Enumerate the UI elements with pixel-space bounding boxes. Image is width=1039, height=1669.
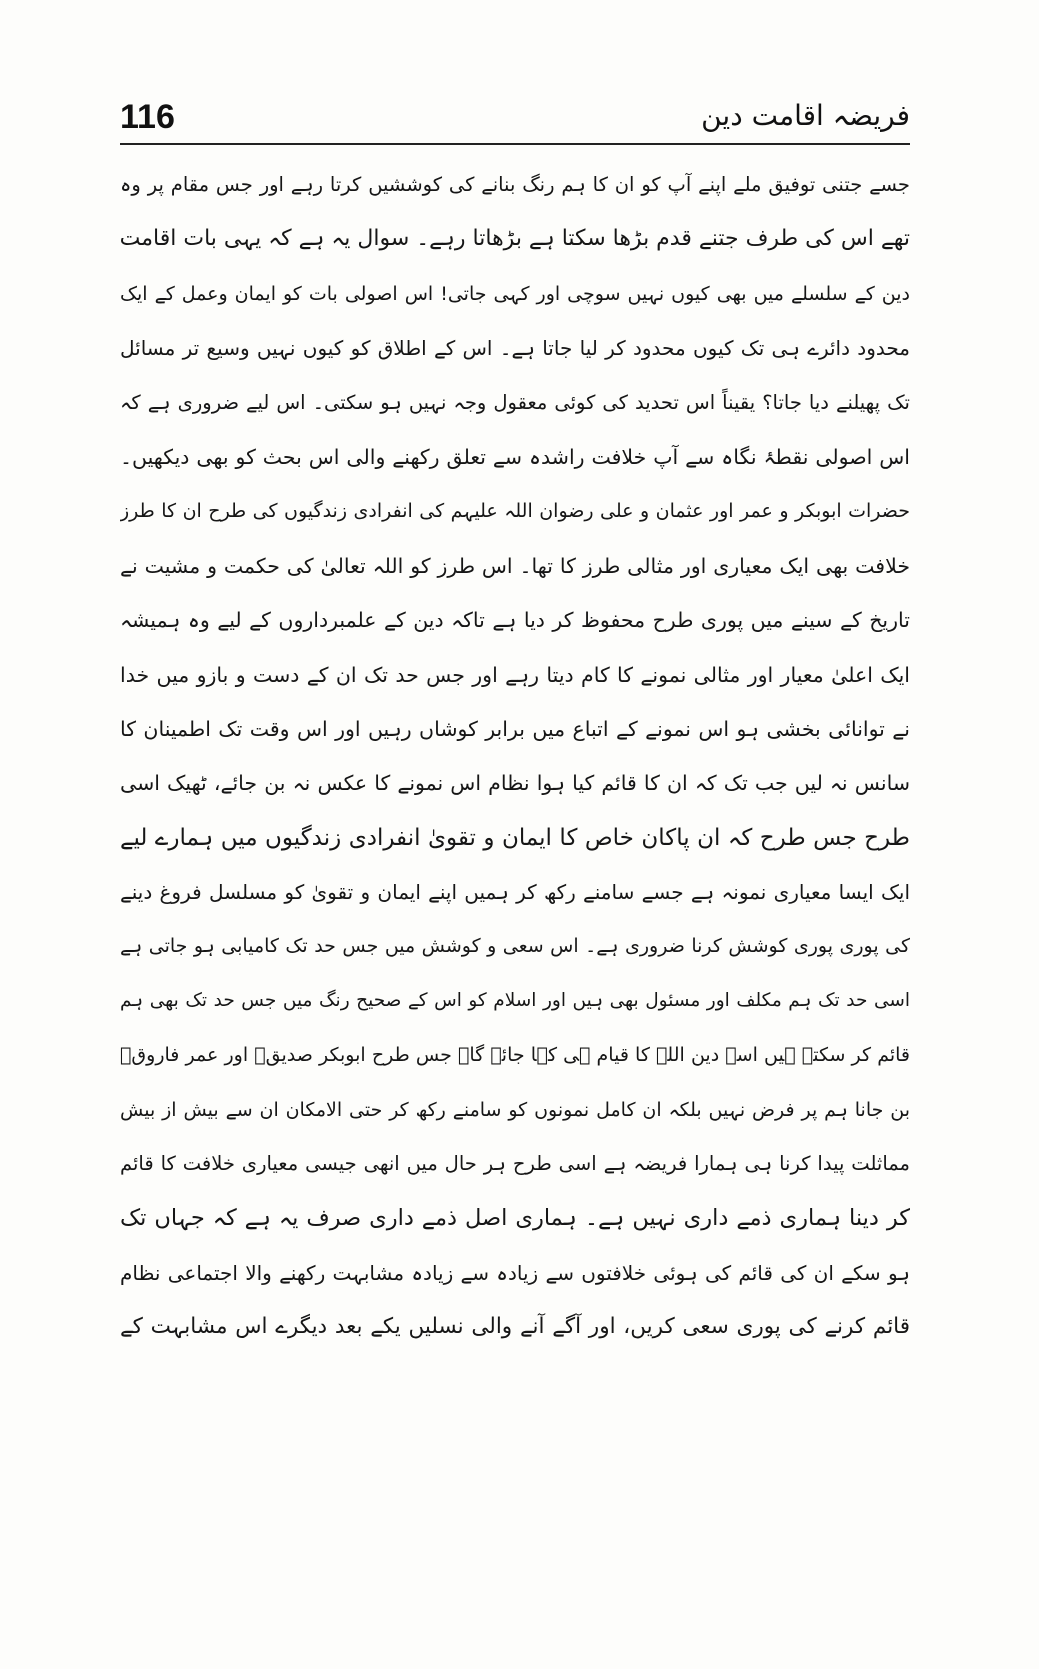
body-text xyxy=(120,158,910,1355)
text-line: طرح جس طرح کہ ان پاکان خاص کا ایمان و تقویٰ انفرادی زندگیوں میں ہمارے لیے xyxy=(120,824,910,851)
text-line: قائم کرنے کی پوری سعی کریں، اور آگے آنے والی نسلیں یکے بعد دیگرے اس مشابہت کے xyxy=(120,1314,910,1340)
text-line: خلافت بھی ایک معیاری اور مثالی طرز کا تھا۔ اس طرز کو اللہ تعالیٰ کی حکمت و مشیت نے xyxy=(120,553,910,578)
text-line: محدود دائرے ہی تک کیوں محدود کر لیا جاتا ہے۔ اس کے اطلاق کو کیوں نہیں وسیع تر مسائل xyxy=(120,336,910,361)
text-line: ایک ایسا معیاری نمونہ ہے جسے سامنے رکھ کر ہمیں اپنے ایمان و تقویٰ کو مسلسل فروغ دینے xyxy=(120,880,910,905)
text-line: ہو سکے ان کی قائم کی ہوئی خلافتوں سے زیادہ سے زیادہ مشابہت رکھنے والا اجتماعی نظام xyxy=(120,1260,910,1285)
text-line: تھے اس کی طرف جتنے قدم بڑھا سکتا ہے بڑھاتا رہے۔ سوال یہ ہے کہ یہی بات اقامت xyxy=(120,226,910,252)
text-line: نے توانائی بخشی ہو اس نمونے کے اتباع میں برابر کوشاں رہیں اور اس وقت تک اطمینان کا xyxy=(120,716,910,741)
text-line: ایک اعلیٰ معیار اور مثالی نمونے کا کام دیتا رہے اور جس حد تک ان کے دست و بازو میں خدا xyxy=(120,662,910,687)
text-line: جسے جتنی توفیق ملے اپنے آپ کو ان کا ہم رنگ بنانے کی کوششیں کرتا رہے اور جس مقام پر وہ xyxy=(120,173,910,196)
text-line: تاریخ کے سینے میں پوری طرح محفوظ کر دیا ہے تاکہ دین کے علمبرداروں کے لیے وہ ہمیشہ xyxy=(120,608,910,633)
text-line: قائم کر سکتے ہیں اسے دین اللہ کا قیام ہی کہا جائے گا۔ جس طرح ابوبکر صدیقؓ اور عمر فاروقؓ xyxy=(120,1044,910,1067)
text-line: بن جانا ہم پر فرض نہیں بلکہ ان کامل نمونوں کو سامنے رکھ کر حتی الامکان ان سے بیش از بیش xyxy=(120,1098,910,1121)
text-line: تک پھیلنے دیا جاتا؟ یقیناً اس تحدید کی کوئی معقول وجہ نہیں ہو سکتی۔ اس لیے ضروری ہے کہ xyxy=(120,390,910,414)
book-title: فریضہ اقامت دین xyxy=(701,99,910,132)
text-line: اس اصولی نقطۂ نگاہ سے آپ خلافت راشدہ سے تعلق رکھنے والی اس بحث کو بھی دیکھیں۔ xyxy=(120,444,910,469)
text-line: سانس نہ لیں جب تک کہ ان کا قائم کیا ہوا نظام اس نمونے کا عکس نہ بن جائے، ٹھیک اسی xyxy=(120,771,910,796)
page-number: 116 xyxy=(120,98,175,136)
text-line: کی پوری پوری کوشش کرنا ضروری ہے۔ اس سعی و کوشش میں جس حد تک کامیابی ہو جاتی ہے xyxy=(120,935,910,958)
text-line: دین کے سلسلے میں بھی کیوں نہیں سوچی اور کہی جاتی! اس اصولی بات کو ایمان وعمل کے ایک xyxy=(120,282,910,305)
text-line: اسی حد تک ہم مکلف اور مسئول بھی ہیں اور اسلام کو اس کے صحیح رنگ میں جس حد تک بھی ہم xyxy=(120,989,910,1011)
header-divider xyxy=(120,143,910,145)
text-line: حضرات ابوبکر و عمر اور عثمان و علی رضوان اللہ علیہم کی انفرادی زندگیوں کی طرح ان کا طرز xyxy=(120,500,910,523)
running-header xyxy=(120,95,910,143)
text-line: مماثلت پیدا کرنا ہی ہمارا فریضہ ہے اسی طرح ہر حال میں انھی جیسی معیاری خلافت کا قائم xyxy=(120,1152,910,1176)
text-line: کر دینا ہماری ذمے داری نہیں ہے۔ ہماری اصل ذمے داری صرف یہ ہے کہ جہاں تک xyxy=(120,1205,910,1232)
